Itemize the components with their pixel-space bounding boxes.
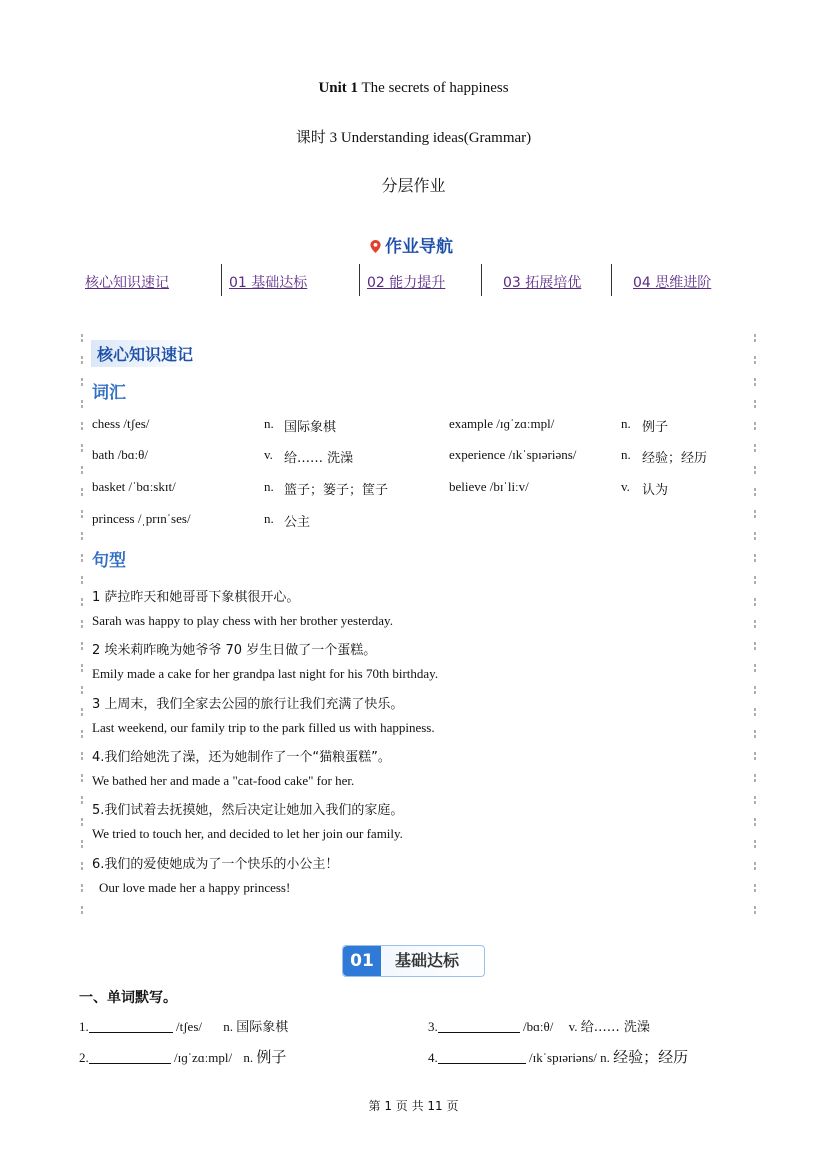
sentence-en: Our love made her a happy princess!: [99, 880, 291, 895]
border-left: [79, 334, 85, 914]
sentence-cn: 4.我们给她洗了澡，还为她制作了一个“猫粮蛋糕”。: [92, 750, 391, 765]
answer-blank[interactable]: [89, 1020, 173, 1033]
item-pos: n.: [600, 1050, 610, 1065]
item-meaning: 例子: [256, 1048, 287, 1066]
sentence-en: Sarah was happy to play chess with her brother yesterday.: [92, 613, 393, 628]
sentence-cn: 6.我们的爱使她成为了一个快乐的小公主！: [92, 857, 339, 872]
item-number: 1.: [79, 1019, 89, 1034]
sentence-en: Emily made a cake for her grandpa last night for his 70th birthday.: [92, 666, 439, 681]
section-label: 基础达标: [395, 951, 460, 970]
nav-link-core[interactable]: 核心知识速记: [85, 275, 169, 291]
nav-divider: [481, 264, 482, 296]
nav-link-04[interactable]: 04 思维进阶: [633, 275, 712, 291]
item-phonetic: /tʃes/: [176, 1019, 202, 1034]
border-bottom: [88, 911, 754, 917]
vocab-word: example /ɪɡˈzɑːmpl/: [449, 416, 555, 431]
sentence-en: We tried to touch her, and decided to let her join our family.: [92, 826, 403, 841]
sentence-cn: 1 萨拉昨天和她哥哥下象棋很开心。: [92, 590, 300, 605]
exercise-item: [428, 1046, 688, 1067]
border-top: [88, 327, 754, 333]
exercise-item: [79, 1046, 286, 1067]
border-right: [752, 334, 758, 914]
item-pos: n.: [243, 1050, 254, 1065]
nav-heading: [370, 232, 453, 257]
sentence-cn: 3 上周末，我们全家去公园的旅行让我们充满了快乐。: [92, 697, 404, 712]
vocab-word: basket /ˈbɑːskɪt/: [92, 479, 176, 494]
sentence-heading: 句型: [92, 551, 126, 571]
vocab-meaning: 认为: [642, 483, 669, 498]
vocab-meaning: 经验；经历: [642, 451, 708, 466]
vocab-pos: n.: [264, 479, 274, 494]
vocab-word: believe /bɪˈliːv/: [449, 479, 529, 494]
answer-blank[interactable]: [89, 1051, 171, 1064]
nav-divider: [611, 264, 612, 296]
vocab-word: bath /bɑːθ/: [92, 447, 148, 462]
exercise-item: [79, 1016, 288, 1035]
vocab-pos: v.: [621, 479, 630, 494]
item-meaning: 国际象棋: [236, 1020, 289, 1035]
nav-divider: [359, 264, 360, 296]
item-phonetic: /ɪkˈspɪəriəns/: [529, 1050, 597, 1065]
answer-blank[interactable]: [438, 1051, 526, 1064]
page-subtitle: 分层作业: [381, 176, 446, 195]
sentence-en: Last weekend, our family trip to the park filled us with happiness.: [92, 720, 435, 735]
vocab-word: chess /tʃes/: [92, 416, 150, 431]
item-number: 2.: [79, 1050, 89, 1065]
answer-blank[interactable]: [438, 1020, 520, 1033]
vocab-meaning: 公主: [284, 515, 311, 530]
unit-name: The secrets of happiness: [361, 80, 509, 96]
vocab-word: experience /ɪkˈspɪəriəns/: [449, 447, 577, 462]
nav-link-01[interactable]: 01 基础达标: [229, 275, 308, 291]
vocab-heading: 词汇: [92, 383, 126, 403]
sentence-en: We bathed her and made a "cat-food cake" for her.: [92, 773, 355, 788]
item-phonetic: /ɪɡˈzɑːmpl/: [174, 1050, 233, 1065]
vocab-meaning: 篮子；篓子；筐子: [284, 483, 389, 498]
sentence-cn: 5.我们试着去抚摸她，然后决定让她加入我们的家庭。: [92, 803, 404, 818]
section-number: 01: [343, 946, 381, 976]
vocab-meaning: 给…… 洗澡: [284, 451, 354, 466]
location-pin-icon: [370, 240, 381, 253]
section-01-badge: [342, 945, 485, 977]
nav-link-02[interactable]: 02 能力提升: [367, 275, 446, 291]
item-phonetic: /bɑːθ/: [523, 1019, 554, 1034]
exercise-heading: 一、单词默写。: [79, 990, 177, 1006]
item-meaning: 经验；经历: [613, 1048, 689, 1066]
vocab-pos: n.: [621, 416, 631, 431]
vocab-meaning: 例子: [642, 420, 669, 435]
sentence-cn: 2 埃米莉昨晚为她爷爷 70 岁生日做了一个蛋糕。: [92, 643, 377, 658]
item-pos: v.: [568, 1019, 578, 1034]
item-number: 4.: [428, 1050, 438, 1065]
core-knowledge-tag: 核心知识速记: [91, 340, 199, 367]
nav-divider: [221, 264, 222, 296]
vocab-pos: v.: [264, 447, 273, 462]
vocab-pos: n.: [264, 416, 274, 431]
lesson-title: 课时 3 Understanding ideas(Grammar): [295, 130, 532, 146]
unit-title: [0, 80, 827, 97]
exercise-item: [428, 1016, 650, 1035]
item-meaning: 给…… 洗澡: [580, 1020, 650, 1035]
nav-heading-label: 作业导航: [385, 237, 453, 257]
item-pos: n.: [223, 1019, 233, 1034]
nav-link-03[interactable]: 03 拓展培优: [503, 275, 582, 291]
item-number: 3.: [428, 1019, 438, 1034]
unit-number: Unit 1: [318, 80, 359, 96]
vocab-word: princess /ˌprɪnˈses/: [92, 511, 191, 526]
vocab-pos: n.: [264, 511, 274, 526]
page-footer: 第 1 页 共 11 页: [368, 1099, 459, 1113]
vocab-meaning: 国际象棋: [284, 420, 337, 435]
vocab-pos: n.: [621, 447, 631, 462]
